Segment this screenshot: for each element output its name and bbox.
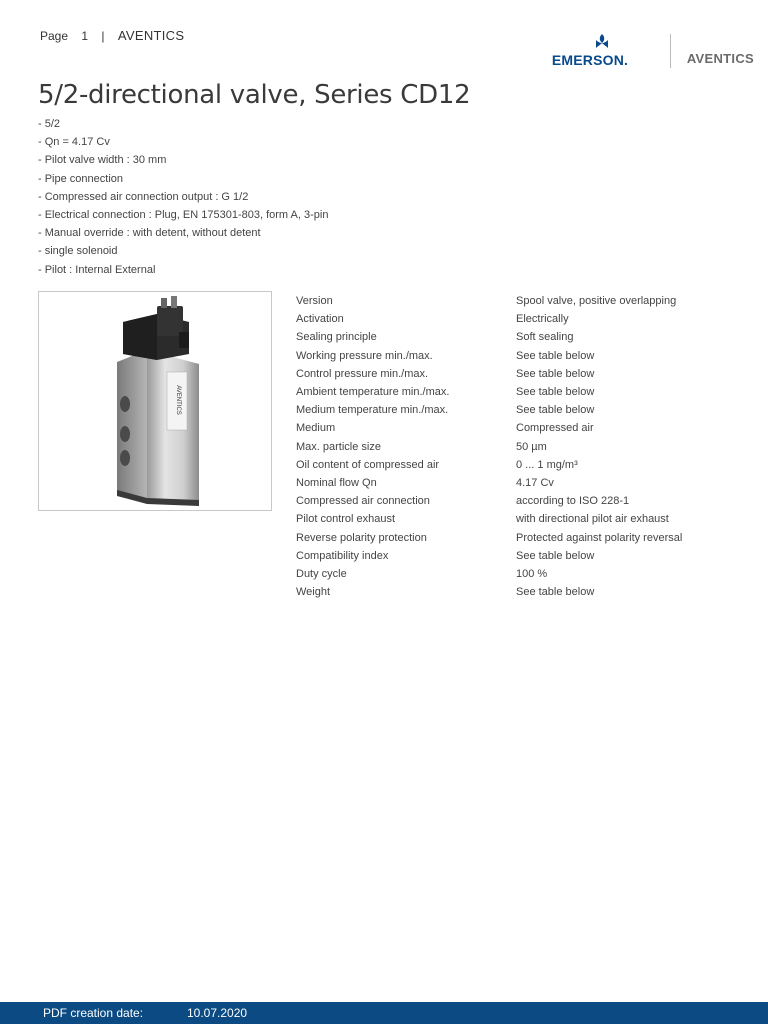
feature-item: - Qn = 4.17 Cv [38, 136, 110, 149]
spec-value: according to ISO 228-1 [516, 495, 630, 508]
spec-label: Control pressure min./max. [296, 367, 429, 380]
spec-value: See table below [516, 404, 595, 417]
spec-label: Reverse polarity protection [296, 531, 427, 544]
page-title: 5/2-directional valve, Series CD12 [38, 80, 471, 110]
spec-label: Working pressure min./max. [296, 349, 433, 362]
table-row [296, 347, 716, 365]
table-row [296, 456, 716, 474]
creation-date-label: PDF creation date: [43, 1006, 144, 1020]
table-row [296, 547, 716, 565]
table-row [296, 310, 716, 328]
header-separator: | [101, 29, 105, 43]
table-row [296, 401, 716, 419]
table-row [296, 438, 716, 456]
table-row [296, 528, 716, 546]
product-label-text: AVENTICS [175, 385, 181, 415]
spec-value: Compressed air [516, 422, 594, 435]
logo-divider [670, 34, 671, 68]
brand-logos [552, 34, 754, 68]
spec-value: Spool valve, positive overlapping [516, 295, 677, 308]
page-header [40, 28, 194, 43]
feature-item: - Compressed air connection output : G 1/2 [38, 190, 249, 203]
table-row [296, 492, 716, 510]
feature-item: - Electrical connection : Plug, EN 175301-803, form A, 3-pin [38, 208, 329, 221]
creation-date-value: 10.07.2020 [187, 1006, 248, 1020]
emerson-wordmark: EMERSON. [551, 52, 629, 68]
spec-value: See table below [516, 349, 595, 362]
header-brand: AVENTICS [117, 28, 185, 43]
spec-label: Medium temperature min./max. [296, 404, 449, 417]
feature-item: - 5/2 [38, 118, 61, 130]
table-row [296, 565, 716, 583]
spec-label: Activation [296, 313, 344, 326]
emerson-mark-icon [594, 34, 610, 48]
spec-label: Duty cycle [296, 567, 347, 580]
feature-item: - single solenoid [38, 245, 118, 258]
page-label: Page [40, 29, 69, 43]
feature-list [38, 115, 328, 279]
spec-label: Oil content of compressed air [296, 458, 440, 471]
spec-value: See table below [516, 386, 595, 399]
page-number: 1 [81, 29, 89, 43]
spec-value: See table below [516, 549, 595, 562]
valve-illustration [39, 292, 271, 510]
specs-table [296, 292, 716, 601]
spec-value: Soft sealing [516, 331, 574, 344]
product-image [38, 291, 272, 511]
spec-label: Medium [296, 422, 336, 435]
spec-value: 4.17 Cv [516, 476, 554, 489]
table-row [296, 583, 716, 601]
spec-label: Version [296, 295, 333, 308]
spec-value: 100 % [516, 567, 548, 580]
spec-label: Ambient temperature min./max. [296, 386, 450, 399]
table-row [296, 365, 716, 383]
spec-label: Compressed air connection [296, 495, 430, 508]
spec-label: Nominal flow Qn [296, 476, 377, 489]
spec-label: Pilot control exhaust [296, 513, 396, 526]
table-row [296, 292, 716, 310]
table-row [296, 474, 716, 492]
spec-value: Protected against polarity reversal [516, 531, 683, 544]
table-row [296, 328, 716, 346]
page-footer [0, 1002, 768, 1024]
feature-item: - Pilot : Internal External [38, 263, 156, 276]
table-row [296, 510, 716, 528]
table-row [296, 419, 716, 437]
spec-label: Weight [296, 586, 331, 599]
table-row [296, 383, 716, 401]
aventics-wordmark: AVENTICS [686, 50, 754, 66]
spec-value: See table below [516, 367, 595, 380]
feature-item: - Pilot valve width : 30 mm [38, 154, 167, 167]
spec-label: Sealing principle [296, 331, 377, 344]
spec-value: Electrically [516, 313, 569, 326]
emerson-logo [552, 34, 652, 68]
spec-value: 0 ... 1 mg/m³ [516, 458, 578, 471]
spec-value: See table below [516, 586, 595, 599]
feature-item: - Manual override : with detent, without detent [38, 227, 261, 240]
feature-item: - Pipe connection [38, 172, 123, 185]
spec-value: with directional pilot air exhaust [516, 513, 669, 526]
spec-value: 50 µm [516, 440, 547, 453]
spec-label: Max. particle size [296, 440, 381, 453]
spec-label: Compatibility index [296, 549, 389, 562]
